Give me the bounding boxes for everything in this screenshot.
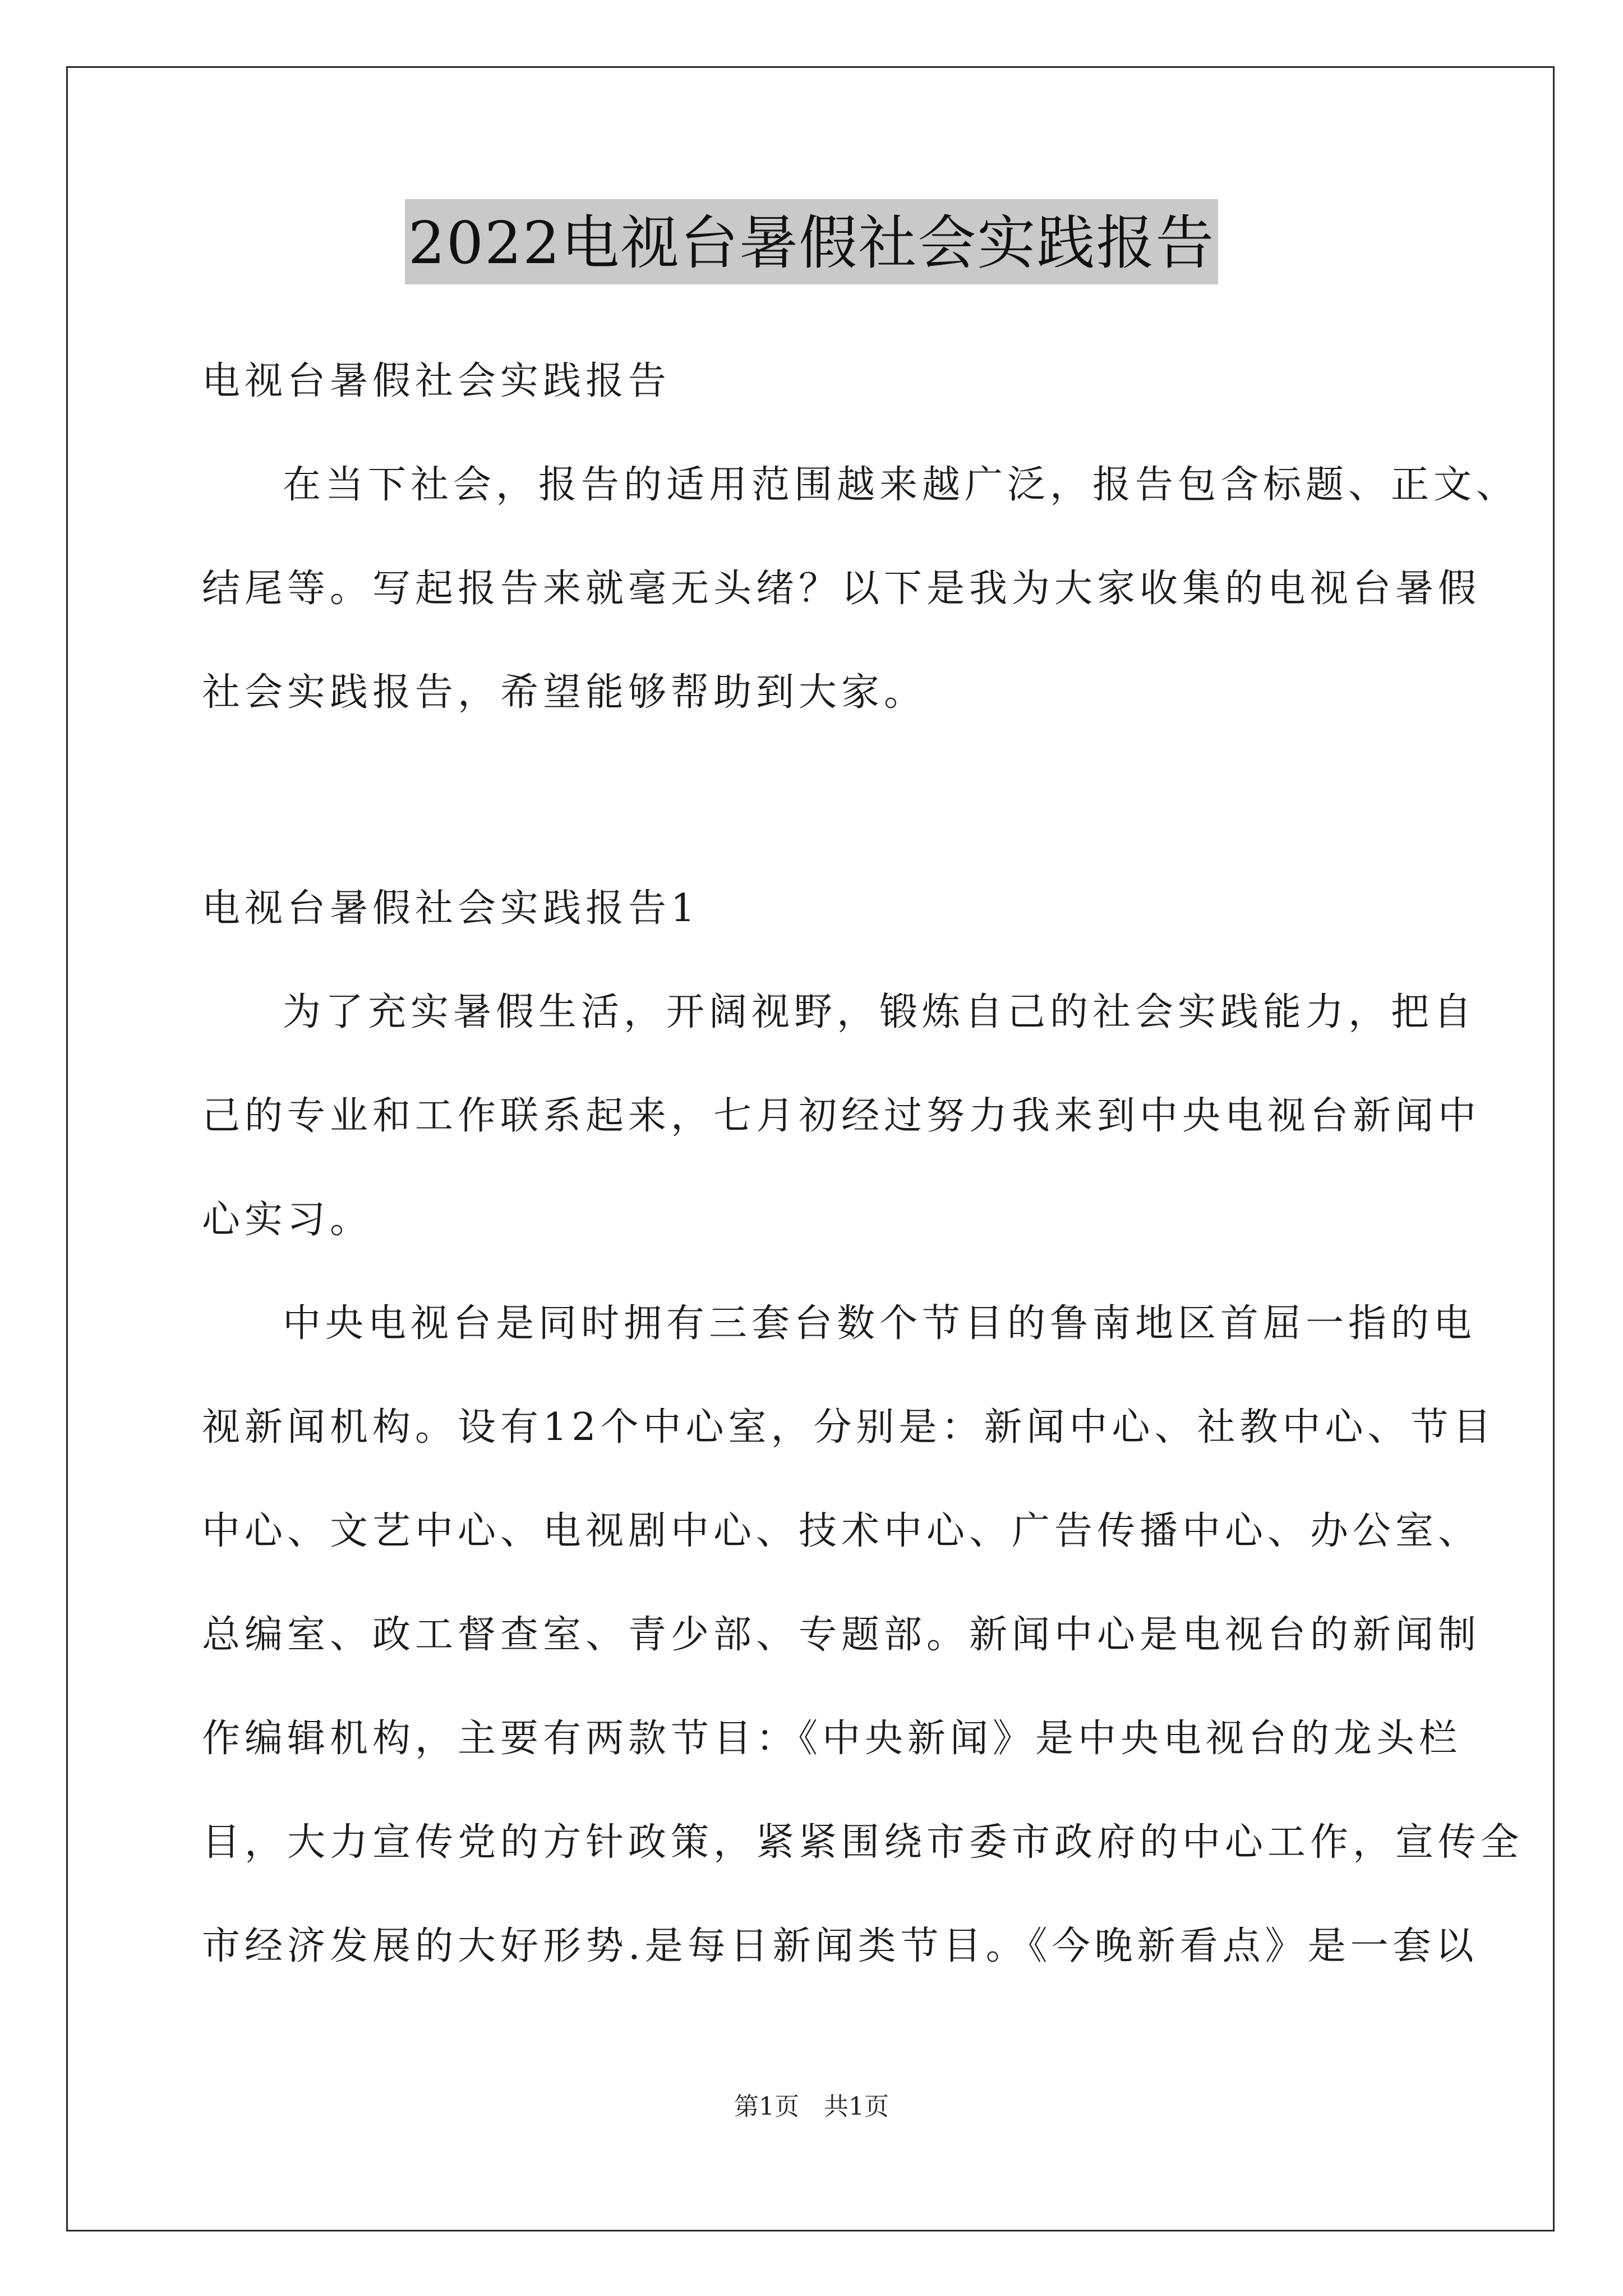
paragraph-line: 为了充实暑假生活，开阔视野，锻炼自己的社会实践能力，把自 (283, 990, 1477, 1034)
paragraph-line: 社会实践报告，希望能够帮助到大家。 (202, 670, 927, 715)
paragraph-line: 视新闻机构。设有12个中心室，分别是：新闻中心、社教中心、节目 (202, 1405, 1496, 1450)
title-container (0, 199, 1623, 284)
paragraph-line: 中央电视台是同时拥有三套台数个节目的鲁南地区首屈一指的电 (283, 1301, 1477, 1346)
paragraph-line: 总编室、政工督查室、青少部、专题部。新闻中心是电视台的新闻制 (202, 1613, 1481, 1657)
document-title: 2022电视台暑假社会实践报告 (405, 199, 1219, 284)
paragraph-line: 目，大力宣传党的方针政策，紧紧围绕市委市政府的中心工作，宣传全 (202, 1820, 1524, 1865)
page-number-footer: 第1页 共1页 (734, 2092, 889, 2121)
section-heading: 电视台暑假社会实践报告 (202, 359, 671, 403)
paragraph-line: 中心、文艺中心、电视剧中心、技术中心、广告传播中心、办公室、 (202, 1509, 1481, 1553)
paragraph-line: 在当下社会，报告的适用范围越来越广泛，报告包含标题、正文、 (283, 463, 1519, 507)
paragraph-line: 市经济发展的大好形势.是每日新闻类节目。《今晚新看点》是一套以 (202, 1924, 1478, 1968)
paragraph-line: 作编辑机构，主要有两款节目：《中央新闻》是中央电视台的龙头栏 (202, 1717, 1462, 1761)
paragraph-line: 心实习。 (202, 1198, 373, 1242)
paragraph-line: 己的专业和工作联系起来，七月初经过努力我来到中央电视台新闻中 (202, 1094, 1481, 1138)
paragraph-line: 结尾等。写起报告来就毫无头绪？以下是我为大家收集的电视台暑假 (202, 567, 1481, 611)
section-heading: 电视台暑假社会实践报告1 (202, 886, 700, 931)
